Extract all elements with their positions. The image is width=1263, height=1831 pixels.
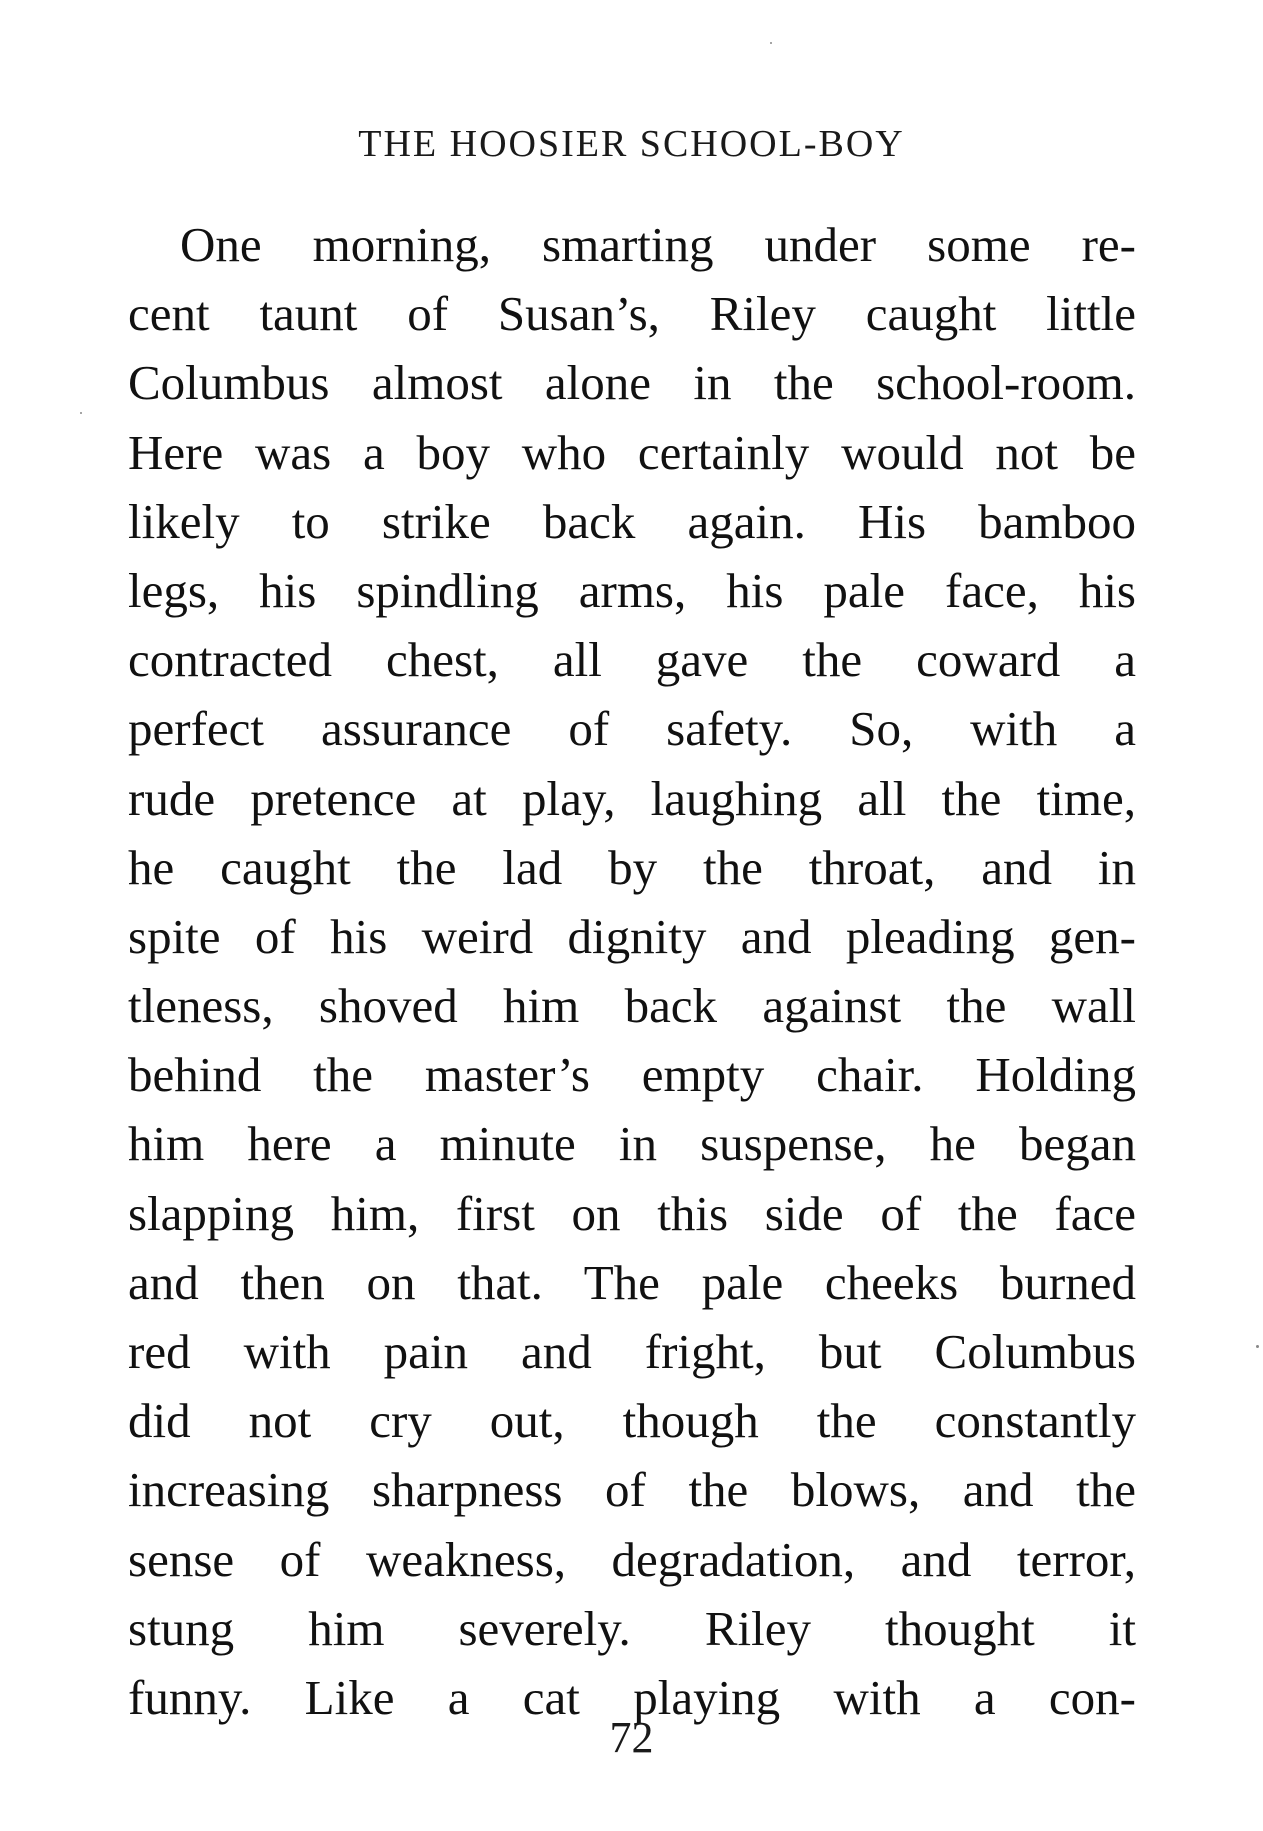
text-line: stung him severely. Riley thought it: [128, 1600, 1136, 1656]
text-line: behind the master’s empty chair. Holding: [128, 1047, 1136, 1103]
text-line: him here a minute in suspense, he began: [128, 1116, 1136, 1172]
text-line: funny. Like a cat playing with a con-: [128, 1669, 1136, 1725]
page-number: 72: [609, 1713, 654, 1762]
text-line: Here was a boy who certainly would not be: [128, 424, 1136, 480]
text-line: One morning, smarting under some re-: [180, 217, 1136, 272]
text-line: perfect assurance of safety. So, with a: [128, 701, 1136, 757]
running-head: THE HOOSIER SCHOOL-BOY: [358, 123, 905, 165]
text-line: legs, his spindling arms, his pale face, his: [128, 562, 1136, 618]
text-line: cent taunt of Susan’s, Riley caught little: [128, 286, 1136, 342]
text-line: he caught the lad by the throat, and in: [128, 839, 1136, 895]
text-line: rude pretence at play, laughing all the time,: [128, 770, 1136, 826]
text-line: and then on that. The pale cheeks burned: [128, 1254, 1136, 1310]
text-line: spite of his weird dignity and pleading gen-: [128, 908, 1136, 964]
text-line: increasing sharpness of the blows, and the: [128, 1462, 1136, 1518]
text-line: red with pain and fright, but Columbus: [128, 1324, 1136, 1379]
scan-speck: [1256, 1345, 1259, 1348]
text-line: tleness, shoved him back against the wall: [128, 978, 1136, 1034]
scan-speck: [80, 412, 82, 414]
text-line: did not cry out, though the constantly: [128, 1393, 1136, 1449]
body-paragraph: [128, 210, 1136, 1732]
text-line: slapping him, first on this side of the face: [128, 1185, 1136, 1241]
text-line: Columbus almost alone in the school-room.: [128, 355, 1136, 411]
text-line: contracted chest, all gave the coward a: [128, 632, 1136, 688]
text-line: sense of weakness, degradation, and terror,: [128, 1531, 1136, 1587]
scan-speck: [770, 42, 772, 44]
text-line: likely to strike back again. His bamboo: [128, 493, 1136, 549]
